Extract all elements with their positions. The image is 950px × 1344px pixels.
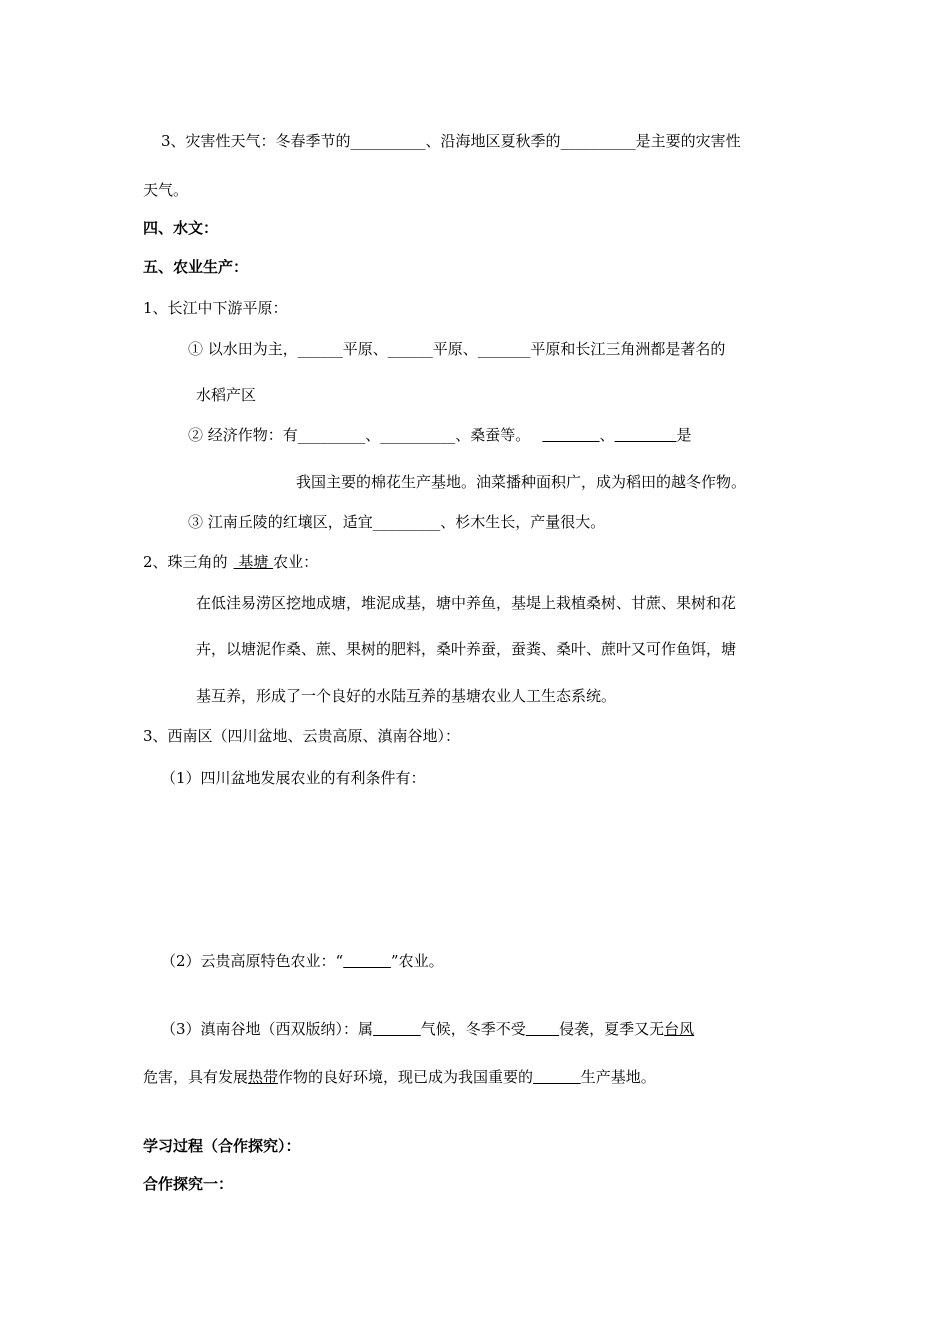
text: 、沿海地区夏秋季的 — [425, 132, 561, 150]
key-term: 基塘 — [233, 553, 274, 571]
yangtze-item-2 — [188, 425, 692, 445]
pearl-para-line-1: 在低洼易涝区挖地成塘，堆泥成基，塘中养鱼，基堤上栽植桑树、甘蔗、果树和花 — [196, 594, 737, 612]
weather-line-1 — [161, 131, 741, 151]
text: 2、珠三角的 — [143, 553, 228, 571]
fill-blank[interactable] — [526, 1020, 559, 1038]
heading-coop-inquiry-1: 合作探究一： — [143, 1175, 234, 1193]
fill-blank[interactable]: __________ — [560, 132, 636, 150]
fill-blank[interactable] — [533, 1068, 581, 1086]
fill-blank[interactable] — [343, 952, 391, 970]
text: 生产基地。 — [580, 1068, 656, 1086]
text: 是主要的灾害性 — [635, 132, 741, 150]
heading-hydrology: 四、水文： — [143, 219, 219, 237]
yangtze-item-1-line-2: 水稻产区 — [196, 386, 257, 404]
pearl-para-line-3: 基互养，形成了一个良好的水陆互养的基塘农业人工生态系统。 — [196, 687, 617, 705]
text: 危害，具有发展 — [143, 1068, 249, 1086]
fill-blank[interactable]: __________ — [350, 132, 426, 150]
yangtze-title: 1、长江中下游平原： — [143, 299, 288, 317]
pearl-title — [143, 552, 318, 572]
text: （3）滇南谷地（西双版纳）：属 — [161, 1020, 374, 1038]
weather-line-2: 天气。 — [143, 181, 189, 199]
text: ③ 江南丘陵的红壤区，适宜 — [188, 513, 373, 531]
text: 农业： — [273, 553, 319, 571]
fill-blank[interactable]: _________ — [297, 426, 366, 444]
text: 平原和长江三角洲都是著名的 — [530, 340, 726, 358]
southwest-q1: （1）四川盆地发展农业的有利条件有： — [161, 769, 426, 787]
fill-blank[interactable] — [542, 426, 599, 444]
text: 、杉木生长，产量很大。 — [440, 513, 606, 531]
key-term: 热带 — [248, 1068, 279, 1086]
fill-blank[interactable]: _______ — [477, 340, 531, 358]
text: 3、灾害性天气：冬春季节的 — [161, 132, 351, 150]
text: 气候，冬季不受 — [420, 1020, 526, 1038]
heading-learning-process: 学习过程（合作探究）： — [143, 1137, 301, 1155]
text: 作物的良好环境，现已成为我国重要的 — [278, 1068, 534, 1086]
yangtze-item-2-line-2: 我国主要的棉花生产基地。油菜播种面积广，成为稻田的越冬作物。 — [296, 473, 747, 491]
text: ① 以水田为主， — [188, 340, 298, 358]
text: 平原、 — [432, 340, 478, 358]
southwest-q3 — [161, 1019, 694, 1039]
southwest-q2 — [161, 951, 444, 971]
text: 、桑蚕等。 — [455, 426, 531, 444]
fill-blank[interactable]: ______ — [387, 340, 433, 358]
text: 是 — [676, 426, 692, 444]
text: 、 — [365, 426, 381, 444]
southwest-q3-line-2 — [143, 1067, 656, 1087]
text: ”农业。 — [390, 952, 444, 970]
text: （2）云贵高原特色农业：“ — [161, 952, 344, 970]
text: 平原、 — [342, 340, 388, 358]
fill-blank[interactable] — [615, 426, 677, 444]
fill-blank[interactable]: _________ — [372, 513, 441, 531]
yangtze-item-3 — [188, 512, 605, 532]
text: 侵袭，夏季又无 — [559, 1020, 665, 1038]
text: 、 — [599, 426, 615, 444]
yangtze-item-1 — [188, 339, 725, 359]
southwest-title: 3、西南区（四川盆地、云贵高原、滇南谷地）： — [143, 727, 461, 745]
fill-blank[interactable]: __________ — [380, 426, 456, 444]
key-term: 台风 — [664, 1020, 695, 1038]
fill-blank[interactable]: ______ — [297, 340, 343, 358]
text: ② 经济作物：有 — [188, 426, 298, 444]
pearl-para-line-2: 卉，以塘泥作桑、蔗、果树的肥料，桑叶养蚕，蚕粪、桑叶、蔗叶又可作鱼饵，塘 — [196, 640, 737, 658]
fill-blank[interactable] — [373, 1020, 421, 1038]
heading-agriculture: 五、农业生产： — [143, 258, 249, 276]
